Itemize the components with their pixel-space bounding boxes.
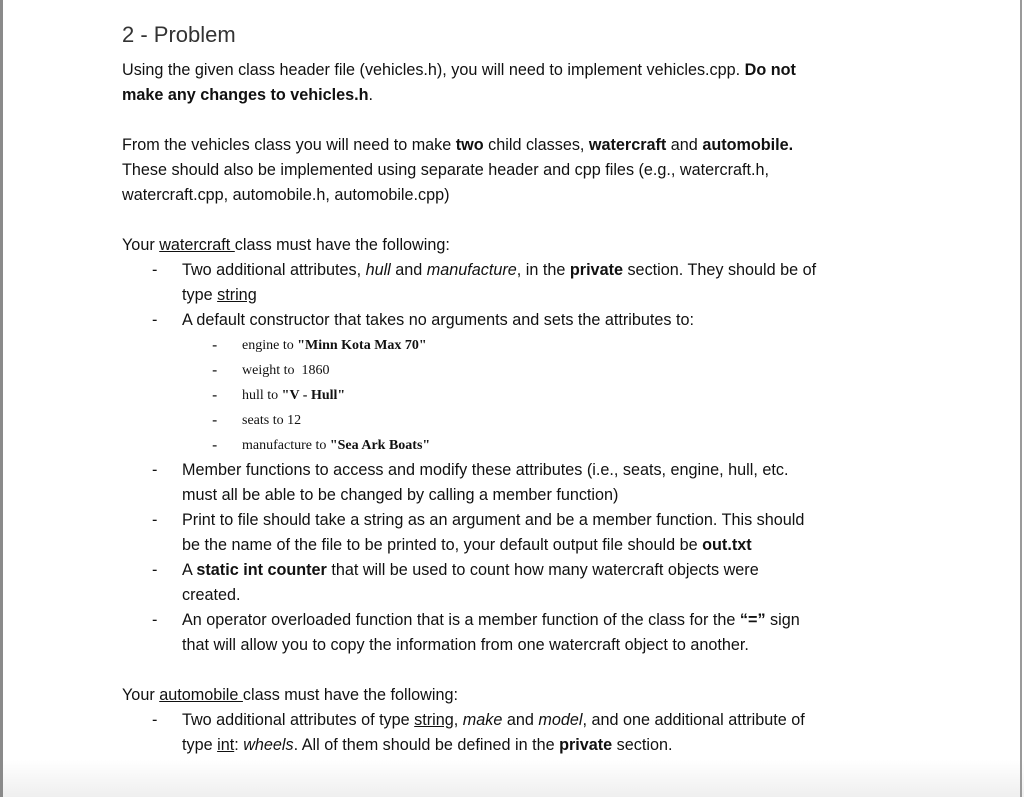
- paragraph: [122, 133, 942, 208]
- bold-text: "V - Hull": [281, 388, 346, 403]
- bold-text: private: [559, 736, 613, 754]
- text: type: [182, 736, 218, 754]
- bullet-dash: -: [212, 412, 218, 429]
- text: . All of them should be defined in the: [293, 736, 560, 754]
- bullet-dash: -: [152, 611, 158, 629]
- text-line: [122, 83, 942, 108]
- underlined-text: int: [217, 736, 235, 754]
- text: A: [182, 561, 197, 579]
- text: hull to: [242, 388, 282, 403]
- italic-text: wheels: [243, 736, 294, 754]
- text: Print to file should take a string as an argument and be a member function. This should: [182, 511, 805, 529]
- text-line: [182, 258, 942, 283]
- text: type: [182, 286, 218, 304]
- text-line: [242, 358, 942, 383]
- bullet-dash: -: [152, 561, 158, 579]
- text-line: [182, 708, 942, 733]
- underlined-text: automobile: [159, 686, 243, 704]
- text-line: [182, 308, 942, 333]
- page-right-edge: [1020, 0, 1022, 797]
- italic-text: manufacture: [426, 261, 517, 279]
- text: child classes,: [483, 136, 589, 154]
- bold-text: "Sea Ark Boats": [329, 438, 431, 453]
- text: .: [368, 86, 374, 104]
- section-heading: 2 - Problem: [122, 22, 236, 47]
- list-item: [122, 308, 942, 333]
- bullet-dash: -: [152, 461, 158, 479]
- text: be the name of the file to be printed to, your default output file should be: [182, 536, 703, 554]
- page-left-edge: [0, 0, 3, 797]
- bold-text: automobile.: [702, 136, 794, 154]
- sub-list-item: [122, 333, 942, 358]
- list-item: [122, 558, 942, 608]
- text-line: [182, 483, 942, 508]
- bold-text: make any changes to vehicles.h: [122, 86, 369, 104]
- bullet-dash: -: [152, 311, 158, 329]
- bold-text: private: [569, 261, 623, 279]
- list-item: [122, 458, 942, 508]
- text: Your: [122, 236, 160, 254]
- text: and: [666, 136, 703, 154]
- text-line: [122, 683, 942, 708]
- text: and: [502, 711, 539, 729]
- text-line: [182, 583, 942, 608]
- text-line: [182, 508, 942, 533]
- bold-text: "Minn Kota Max 70": [297, 338, 427, 353]
- text-line: [242, 383, 942, 408]
- text: seats to 12: [242, 413, 302, 428]
- text: created.: [182, 586, 241, 604]
- text: manufacture to: [242, 438, 330, 453]
- list-item: [122, 708, 942, 758]
- list-item: [122, 258, 942, 308]
- text: weight to 1860: [242, 363, 330, 378]
- text-line: [242, 433, 942, 458]
- italic-text: model: [538, 711, 583, 729]
- text-line: [182, 608, 942, 633]
- text-line: [122, 233, 942, 258]
- text-line: [182, 533, 942, 558]
- text: must all be able to be changed by calling a member function): [182, 486, 619, 504]
- text: Member functions to access and modify these attributes (i.e., seats, engine, hull, etc.: [182, 461, 789, 479]
- text-line: [122, 183, 942, 208]
- bold-text: out.txt: [702, 536, 752, 554]
- text: A default constructor that takes no arguments and sets the attributes to:: [182, 311, 695, 329]
- document-body: [122, 58, 942, 758]
- text: sign: [765, 611, 800, 629]
- text: , and one additional attribute of: [582, 711, 805, 729]
- text: that will allow you to copy the information from one watercraft object to another.: [182, 636, 749, 654]
- bold-text: two: [455, 136, 484, 154]
- text: These should also be implemented using separate header and cpp files (e.g., watercraft.h,: [122, 161, 769, 179]
- sub-list-item: [122, 358, 942, 383]
- italic-text: make: [462, 711, 503, 729]
- text: :: [234, 736, 244, 754]
- underlined-text: watercraft: [159, 236, 235, 254]
- paragraph: [122, 233, 942, 258]
- italic-text: hull: [365, 261, 391, 279]
- text: An operator overloaded function that is a member function of the class for the: [182, 611, 740, 629]
- text: that will be used to count how many watercraft objects were: [326, 561, 759, 579]
- text-line: [122, 58, 942, 83]
- paragraph: [122, 683, 942, 708]
- bullet-dash: -: [152, 261, 158, 279]
- bold-text: Do not: [744, 61, 796, 79]
- text-line: [122, 158, 942, 183]
- text: From the vehicles class you will need to make: [122, 136, 456, 154]
- text: section.: [612, 736, 673, 754]
- text: section. They should be of: [622, 261, 817, 279]
- list-item: [122, 508, 942, 558]
- bullet-dash: -: [152, 711, 158, 729]
- text-line: [242, 333, 942, 358]
- text: Using the given class header file (vehicles.h), you will need to implement vehicles.cpp.: [122, 61, 745, 79]
- text: class must have the following:: [234, 236, 450, 254]
- text-line: [182, 633, 942, 658]
- text: watercraft.cpp, automobile.h, automobile.cpp): [122, 186, 450, 204]
- sub-list-item: [122, 433, 942, 458]
- text: Two additional attributes of type: [182, 711, 415, 729]
- text: engine to: [242, 338, 298, 353]
- bold-text: watercraft: [588, 136, 667, 154]
- text-line: [182, 283, 942, 308]
- text-line: [242, 408, 942, 433]
- sub-list-item: [122, 383, 942, 408]
- bullet-dash: -: [212, 437, 218, 454]
- bullet-dash: -: [212, 362, 218, 379]
- bold-text: static int counter: [196, 561, 327, 579]
- bold-text: “=”: [739, 611, 766, 629]
- text: ,: [453, 711, 463, 729]
- underlined-text: string: [217, 286, 257, 304]
- bullet-dash: -: [212, 387, 218, 404]
- text-line: [182, 558, 942, 583]
- text-line: [122, 133, 942, 158]
- text: and: [390, 261, 427, 279]
- text-line: [182, 733, 942, 758]
- text: Your: [122, 686, 160, 704]
- sub-list-item: [122, 408, 942, 433]
- text: class must have the following:: [242, 686, 458, 704]
- text: Two additional attributes,: [182, 261, 366, 279]
- text-line: [182, 458, 942, 483]
- bullet-dash: -: [152, 511, 158, 529]
- bullet-dash: -: [212, 337, 218, 354]
- paragraph: [122, 58, 942, 108]
- text: , in the: [516, 261, 570, 279]
- list-item: [122, 608, 942, 658]
- underlined-text: string: [414, 711, 454, 729]
